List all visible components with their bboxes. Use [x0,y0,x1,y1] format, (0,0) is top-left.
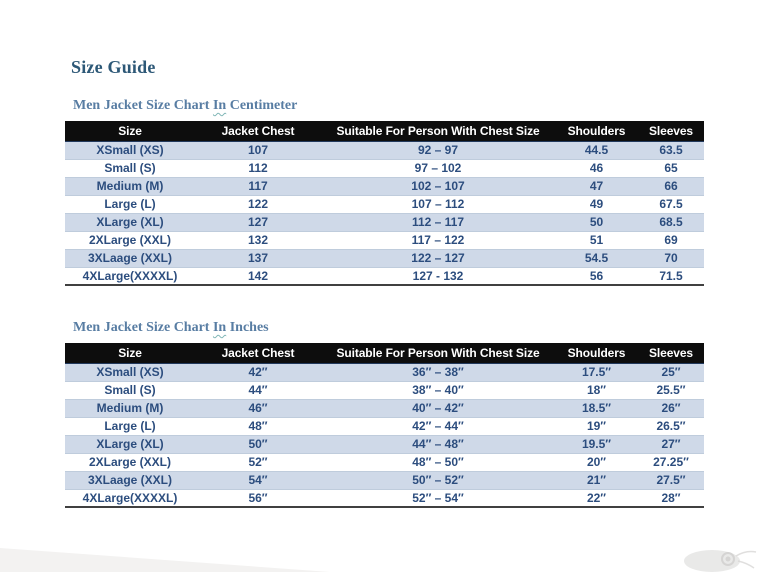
cell-suitable: 38″ – 40″ [412,383,464,397]
cell-jacket_chest: 122 [247,197,269,211]
size-table-inches [65,343,704,508]
cell-sleeves: 71.5 [659,268,683,283]
cell-suitable: 127 - 132 [412,268,464,283]
column-header: Sleeves [648,123,693,138]
cell-sleeves: 68.5 [659,215,683,229]
table-row [65,267,704,285]
cell-shoulders: 44.5 [584,143,609,157]
cell-size: 3XLaage (XXL) [87,473,173,487]
column-header: Suitable For Person With Chest Size [336,123,540,138]
cell-jacket_chest: 132 [247,233,269,247]
section-heading-inches [73,320,269,336]
table-row [65,471,704,489]
table-row [65,231,704,249]
table-row [65,159,704,177]
header-row [65,343,704,363]
cell-shoulders: 19″ [586,419,607,433]
corner-swirl-decoration [660,534,760,572]
cell-sleeves: 63.5 [659,143,683,157]
cell-suitable: 48″ – 50″ [412,455,464,469]
cell-suitable: 50″ – 52″ [412,473,464,487]
cell-shoulders: 21″ [586,473,607,487]
cell-sleeves: 25″ [661,365,681,379]
cell-jacket_chest: 50″ [248,437,268,451]
table-row [65,363,704,381]
table-row [65,435,704,453]
cell-jacket_chest: 142 [247,268,269,283]
cell-shoulders: 17.5″ [581,365,612,379]
cell-size: XSmall (XS) [96,365,164,379]
cell-sleeves: 69 [664,233,678,247]
table-row [65,453,704,471]
column-header: Shoulders [567,345,626,360]
cell-sleeves: 66 [664,179,678,193]
cell-suitable: 92 – 97 [417,143,459,157]
cell-sleeves: 25.5″ [656,383,686,397]
cell-shoulders: 49 [589,197,604,211]
cell-size: 2XLarge (XXL) [88,455,172,469]
cell-sleeves: 26″ [661,401,681,415]
table-row [65,141,704,159]
table-row [65,399,704,417]
column-header: Jacket Chest [221,345,295,360]
cell-jacket_chest: 56″ [248,490,268,505]
cell-size: Small (S) [104,161,156,175]
page-corner-fold-decoration [0,548,330,572]
spellcheck-squiggle-word: In [212,98,227,113]
cell-jacket_chest: 127 [247,215,269,229]
cell-suitable: 44″ – 48″ [412,437,464,451]
cell-size: Medium (M) [96,401,164,415]
cell-size: 2XLarge (XXL) [88,233,172,247]
cell-sleeves: 70 [664,251,678,265]
cell-suitable: 117 – 122 [411,233,465,247]
cell-size: Large (L) [104,197,156,211]
cell-suitable: 42″ – 44″ [412,419,464,433]
cell-size: XSmall (XS) [96,143,164,157]
column-header: Size [118,345,142,360]
cell-jacket_chest: 52″ [248,455,268,469]
spellcheck-squiggle-word: In [212,320,227,335]
cell-shoulders: 18″ [586,383,607,397]
cell-shoulders: 54.5 [584,251,609,265]
cell-shoulders: 46 [589,161,604,175]
column-header: Jacket Chest [221,123,295,138]
cell-shoulders: 47 [589,179,604,193]
cell-shoulders: 20″ [586,455,607,469]
cell-suitable: 102 – 107 [411,179,465,193]
header-row [65,121,704,141]
cell-size: 4XLarge(XXXXL) [82,490,178,505]
size-table-centimeter [65,121,704,286]
column-header: Sleeves [648,345,693,360]
cell-shoulders: 19.5″ [581,437,612,451]
heading-text-before: Men Jacket Size Chart [73,320,213,335]
cell-jacket_chest: 44″ [248,383,268,397]
table-row [65,195,704,213]
cell-suitable: 122 – 127 [411,251,465,265]
heading-text-after: Inches [226,320,269,335]
cell-shoulders: 51 [589,233,604,247]
cell-sleeves: 27.5″ [656,473,686,487]
cell-jacket_chest: 46″ [248,401,268,415]
cell-suitable: 97 – 102 [414,161,462,175]
cell-jacket_chest: 48″ [248,419,268,433]
cell-sleeves: 65 [664,161,678,175]
table-row [65,177,704,195]
cell-jacket_chest: 117 [248,179,268,193]
column-header: Shoulders [567,123,626,138]
cell-size: 3XLaage (XXL) [87,251,173,265]
column-header: Suitable For Person With Chest Size [336,345,540,360]
cell-sleeves: 27.25″ [653,455,689,469]
heading-text-after: Centimeter [226,98,298,113]
column-header: Size [118,123,142,138]
cell-jacket_chest: 137 [247,251,269,265]
page-title: Size Guide [71,57,156,77]
cell-shoulders: 56 [589,268,604,283]
table-row [65,249,704,267]
table-row [65,213,704,231]
cell-jacket_chest: 112 [248,161,268,175]
table-row [65,381,704,399]
cell-jacket_chest: 42″ [248,365,268,379]
cell-size: Large (L) [104,419,156,433]
cell-shoulders: 22″ [586,490,607,505]
table-row [65,489,704,507]
cell-size: Small (S) [104,383,156,397]
cell-size: XLarge (XL) [96,437,164,451]
table-row [65,417,704,435]
cell-shoulders: 50 [589,215,604,229]
cell-shoulders: 18.5″ [581,401,612,415]
cell-size: 4XLarge(XXXXL) [82,268,178,283]
cell-suitable: 40″ – 42″ [412,401,464,415]
cell-sleeves: 26.5″ [656,419,686,433]
cell-size: Medium (M) [96,179,164,193]
cell-sleeves: 67.5 [659,197,683,211]
cell-size: XLarge (XL) [96,215,164,229]
cell-sleeves: 28″ [661,490,681,505]
cell-sleeves: 27″ [661,437,681,451]
section-heading-centimeter [73,98,297,114]
cell-suitable: 36″ – 38″ [412,365,464,379]
cell-jacket_chest: 107 [247,143,269,157]
cell-suitable: 107 – 112 [411,197,465,211]
cell-suitable: 52″ – 54″ [412,490,464,505]
cell-jacket_chest: 54″ [248,473,268,487]
cell-suitable: 112 – 117 [411,215,465,229]
heading-text-before: Men Jacket Size Chart [73,98,213,113]
